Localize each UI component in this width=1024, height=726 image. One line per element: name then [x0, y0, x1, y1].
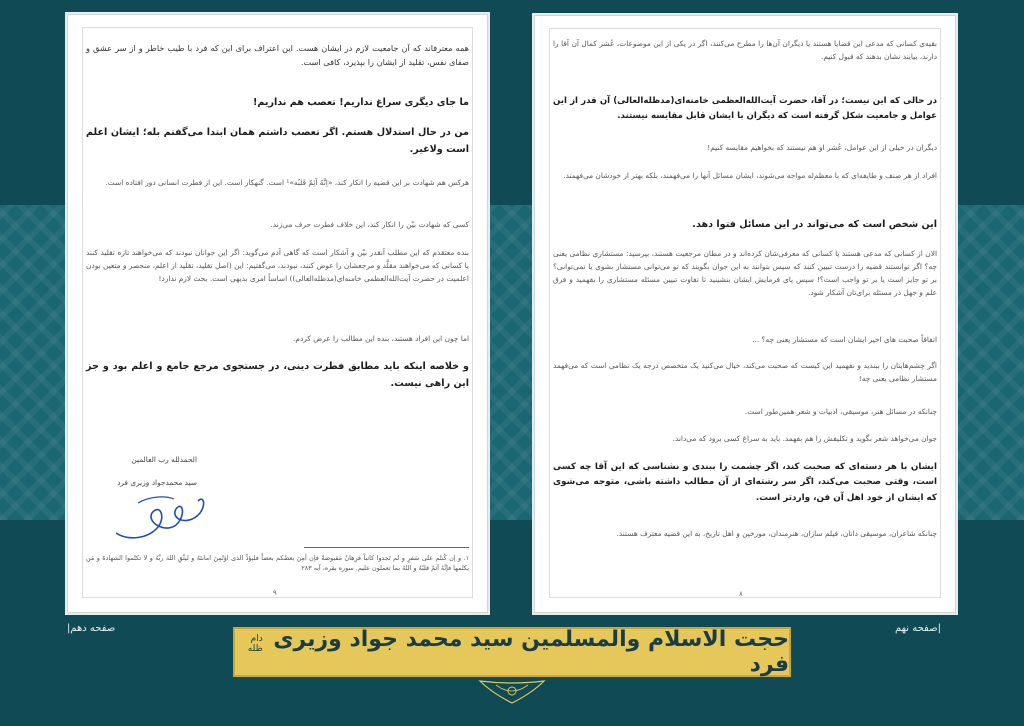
- banner-honorific: دام ظله: [247, 634, 263, 654]
- paragraph: اما چون این افراد هستند، بنده این مطالب را عرض کردم.: [293, 334, 469, 343]
- signer-name: سید محمدجواد وزیری فرد: [117, 478, 197, 487]
- paragraph: هرکس هم شهادت بر این قضیه را انکار کند، «اِنَّهُ آثِمٌ قَلبُه»¹ است. گنهکار است. این از فطرت انسانی دور افتاده است.: [105, 178, 469, 187]
- paragraph: بنده معتقدم که این مطلب آنقدر بیّن و آشکار است که گاهی آدم می‌گوید: اگر این جوانان نبودند که می‌خواهند تازه تقلید کنند یا کسانی که می‌خواهند مقلَّد و مرجعشان را عوض کنند، نبودند، می‌گفتیم: این (اصل تقلید، تقلید از اعلم، منحصر و متعین بودن اعلمیت در حضرت آیت‌الله‌العظمی خامنه‌ای(مدظله‌العالی)) اساساً امری بدیهی است. بحث لازم ندارد!: [86, 248, 469, 283]
- paragraph: الان از کسانی که مدعی هستند یا کسانی که معرفی‌شان کرده‌اند و در مظان مرجعیت هستند، بپرسید: مستشاری نظامی یعنی چه؟ اگر توانستند قضیه را درست تبیین کنند که سپس بتوانند به این جوان بگویند که تو می‌توانی مستشار بشوی یا نمی‌توانی؟ بر تو جایز است یا بر تو واجب است؟! سپس پای فرمایش ایشان بنشینید تا تفاوت تبیین مسئله مستشاری را بفهمید و فرق علم و جهل در مسئله برای‌تان آشکار شود.: [553, 249, 937, 297]
- paragraph: افراد از هر صنف و طایفه‌ای که با معظم‌له مواجه می‌شوند، ایشان مسائل آنها را می‌فهمند، بلکه بهتر از خودشان می‌فهمند.: [563, 171, 937, 180]
- paragraph-bold: در حالی که این نیست؛ در آقا، حضرت آیت‌الله‌العظمی خامنه‌ای(مدظله‌العالی) آن قدر از این عوامل و جامعیت شکل گرفته است که دیگران با ایشان قابل مقایسه نیستند.: [553, 96, 937, 122]
- title-banner: [233, 627, 791, 677]
- paragraph: کسی که شهادت بیّن را انکار کند، این خلاف فطرت حرف می‌زند.: [270, 220, 469, 229]
- signature-scribble: [108, 483, 218, 543]
- document-page-left: [67, 14, 488, 613]
- caption-left: صفحه دهم|: [67, 623, 116, 634]
- paragraph: بقیه‌ی کسانی که مدعی این قضایا هستند یا دیگران آن‌ها را مطرح می‌کنند، اگر در یکی از این موضوعات، عُشر کمال آن آقا را دارند، بیایند نشان بدهند که قبول کنیم.: [553, 39, 937, 61]
- paragraph-bold: من در حال استدلال هستم. اگر تعصب داشتم همان ابتدا می‌گفتم بله؛ ایشان اعلم است ولاغیر.: [86, 127, 469, 155]
- paragraph: چنانکه شاعران، موسیقی دانان، فیلم سازان، هنرمندان، مورخین و اهل تاریخ، به این قضیه معترف هستند.: [616, 529, 937, 538]
- paragraph: جوان می‌خواهد شعر بگوید و تکلیفش را هم بفهمد. باید به سراغ کسی برود که می‌داند.: [672, 434, 937, 443]
- paragraph: همه معترفاند که آن جامعیت لازم در ایشان هست. این اعتراف برای این که فرد با طیب خاطر و از سر عشق و صفای نفس، تقلید از ایشان را بپذیرد، کافی است.: [86, 43, 469, 68]
- paragraph-bold: ما جای دیگری سراغ نداریم! تعصب هم نداریم!: [252, 97, 469, 108]
- ornament-icon: [476, 677, 548, 707]
- document-page-right: [534, 15, 956, 613]
- banner-title: حجت الاسلام والمسلمین سید محمد جواد وزیری فرد: [273, 627, 789, 677]
- paragraph-bold: ایشان با هر دسته‌ای که صحبت کند، اگر چشمت را ببندی و نشناسی که این آقا چه کسی است، وقتی صحبت می‌کند، اگر سر رشته‌ای از آن مطالب داشته باشی، متوجه می‌شوی که ایشان از خود اهل آن فن، واردتر است.: [553, 462, 937, 503]
- paragraph: اگر چشم‌هایتان را ببندید و نفهمید این کیست که صحبت می‌کند، خیال می‌کنید یک متخصص درجه یک نظامی است که می‌فهمد مستشار نظامی یعنی چه!: [553, 361, 937, 383]
- closing-text: الحمدلله رب العالمین: [131, 455, 197, 464]
- page-number: ٨: [739, 590, 743, 598]
- page-number: ٩: [273, 589, 277, 597]
- caption-right: |صفحه نهم: [895, 623, 941, 634]
- paragraph: دیگران در خیلی از این عوامل، عُشر او هم نیستند که بخواهیم مقایسه کنیم!: [707, 143, 937, 152]
- paragraph: اتفاقاً صحبت های اخیر ایشان است که مستشار یعنی چه؟ ...: [752, 335, 937, 344]
- paragraph: چنانکه در مسائل هنر، موسیقی، ادبیات و شعر همین‌طور است.: [744, 407, 937, 416]
- paragraph-bold: و خلاصه اینکه باید مطابق فطرت دینی، در جستجوی مرجع جامع و اعلم بود و جز این راهی نیست.: [86, 361, 469, 389]
- footnote: ١. و إن کُنتُم علی سَفرٍ و لم تَجدوا کاتباً فرِهانٌ مَقبوضةٌ فإن أمِنَ بعضُکم بعضاً فلیؤدِّ الذی اؤتُمِنَ امانتَهُ و لیتَّقِ اللهَ ربَّهُ و لا تکتُموا الشهادةَ و مَن یکتُمها فإنَّهُ آثمٌ قلبُهُ و اللهُ بما تعملون علیم. سوره بقره، آیه ٢٨٣: [86, 554, 469, 573]
- footnote-divider: [304, 547, 469, 548]
- paragraph-bold: این شخص است که می‌تواند در این مسائل فتوا دهد.: [692, 219, 937, 230]
